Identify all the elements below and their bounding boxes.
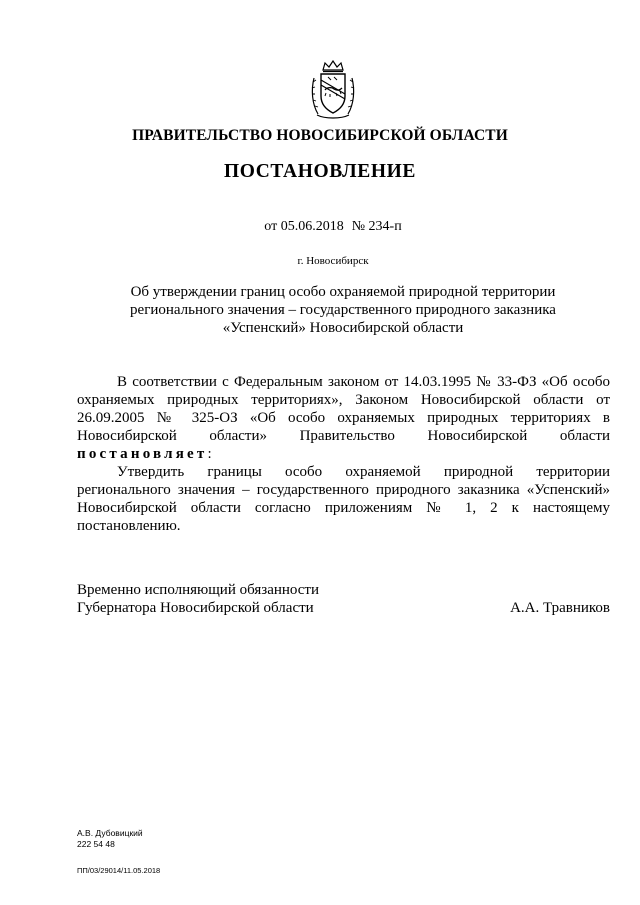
document-code: ПП/03/29014/11.05.2018 <box>77 866 161 875</box>
signature-row <box>77 599 610 617</box>
executor-name: А.В. Дубовицкий <box>77 828 143 838</box>
document-date: от 05.06.2018 <box>264 219 344 234</box>
decree-colon: : <box>207 446 212 462</box>
document-body <box>77 373 610 535</box>
subject-line: регионального значения – государственного природного заказника <box>130 302 556 318</box>
document-subject <box>100 283 586 337</box>
document-number: № 234-п <box>351 219 402 234</box>
executor-info <box>77 828 143 850</box>
signatory-name: А.А. Травников <box>510 600 610 616</box>
coat-of-arms-emblem <box>310 60 356 120</box>
city-name: г. Новосибирск <box>297 255 369 267</box>
document-type-title: ПОСТАНОВЛЕНИЕ <box>223 161 417 182</box>
government-name: ПРАВИТЕЛЬСТВО НОВОСИБИРСКОЙ ОБЛАСТИ <box>132 127 508 144</box>
subject-line: «Успенский» Новосибирской области <box>222 320 464 336</box>
subject-line: Об утверждении границ особо охраняемой природной территории <box>130 284 556 300</box>
signatory-position-line: Губернатора Новосибирской области <box>77 600 314 616</box>
preamble-paragraph <box>77 373 610 463</box>
preamble-text: В соответствии с Федеральным законом от 14.03.1995 № 33-ФЗ «Об особо охраняемых природных территориях», Законом Новосибирской области от 26.09.2005 № 325-ОЗ «Об особо охраняемых природных территориях в Новосибирской области» Правительство Новосибирской области <box>77 374 610 444</box>
date-number-line <box>0 219 640 235</box>
executor-phone: 222 54 48 <box>77 839 115 849</box>
signatory-position-line: Временно исполняющий обязанности <box>77 582 320 598</box>
signature-block <box>77 581 610 617</box>
resolution-paragraph: Утвердить границы особо охраняемой природной территории регионального значения – государственного природного заказника «Успенский» Новосибирской области согласно приложениям № 1, 2 к настоящему постановлению. <box>77 464 610 534</box>
decree-word: постановляет <box>77 446 208 462</box>
